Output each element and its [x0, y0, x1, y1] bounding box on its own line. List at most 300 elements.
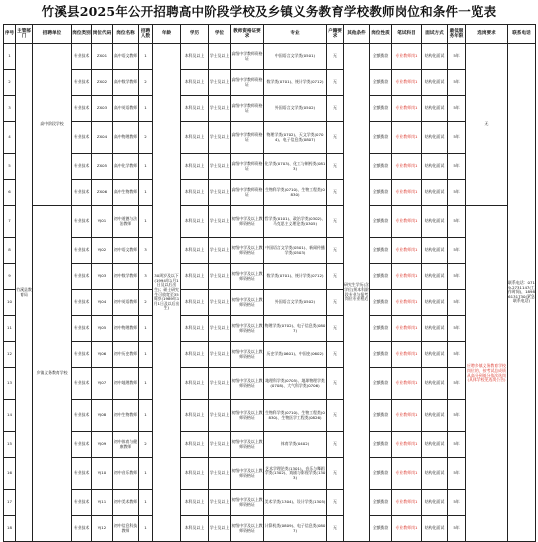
level-cell: 专业技术	[72, 206, 92, 238]
cert-cell: 高级中学教师资格证	[231, 122, 264, 154]
degree-cell: 学士及以上	[209, 458, 231, 490]
seq-cell: 9	[4, 264, 16, 290]
code-cell: YJ08	[92, 400, 113, 432]
degree-cell: 学士及以上	[209, 516, 231, 542]
degree-cell: 学士及以上	[209, 400, 231, 432]
header-edu: 学历	[181, 25, 209, 44]
hukou-cell: 无	[327, 70, 344, 96]
hukou-cell: 无	[327, 290, 344, 316]
interview-cell: 结构化面试	[422, 122, 448, 154]
major-cell: 生物科学类(0710)、生物工程类(0830)、生物医学工程类(0826)	[264, 400, 327, 432]
seq-cell: 1	[4, 44, 16, 70]
major-cell: 物理学类(0702)、天文学类(0704)、电子信息类(0807)	[264, 122, 327, 154]
post-name-cell: 初中音乐教师	[113, 458, 139, 490]
interview-cell: 结构化面试	[422, 70, 448, 96]
nature-cell: 全额拨款	[370, 70, 392, 96]
interview-cell: 结构化面试	[422, 490, 448, 516]
code-cell: YJ03	[92, 264, 113, 290]
cert-cell: 初级中学及以上教师资格证	[231, 368, 264, 400]
table-row	[4, 264, 536, 290]
unit-high-cell: 高中阶段学校	[33, 44, 72, 206]
edu-cell: 本科及以上	[181, 400, 209, 432]
table-row	[4, 516, 536, 542]
nature-cell: 全额拨款	[370, 342, 392, 368]
table-row	[4, 96, 536, 122]
seq-cell: 2	[4, 70, 16, 96]
header-other: 其他条件	[344, 25, 370, 44]
code-cell: YJ11	[92, 490, 113, 516]
degree-cell: 学士及以上	[209, 490, 231, 516]
table-row	[4, 154, 536, 180]
edu-cell: 本科及以上	[181, 122, 209, 154]
level-cell: 专业技术	[72, 264, 92, 290]
table-row	[4, 316, 536, 342]
service-cell: 5年	[448, 490, 466, 516]
post-name-cell: 初中道德与法治教师	[113, 206, 139, 238]
cert-cell: 初级中学及以上教师资格证	[231, 516, 264, 542]
num-cell: 1	[139, 516, 153, 542]
nature-cell: 全额拨款	[370, 458, 392, 490]
level-cell: 专业技术	[72, 342, 92, 368]
table-row	[4, 122, 536, 154]
table-body	[4, 44, 536, 542]
degree-cell: 学士及以上	[209, 180, 231, 206]
major-cell: 化学类(0703)、化工与制药类(0813)	[264, 154, 327, 180]
nature-cell: 全额拨款	[370, 490, 392, 516]
header-service: 最低服务年限	[448, 25, 466, 44]
level-cell: 专业技术	[72, 180, 92, 206]
level-cell: 专业技术	[72, 122, 92, 154]
code-cell: YJ12	[92, 516, 113, 542]
post-name-cell: 初中英语教师	[113, 290, 139, 316]
cert-cell: 高级中学教师资格证	[231, 180, 264, 206]
edu-cell: 本科及以上	[181, 316, 209, 342]
hukou-cell: 无	[327, 458, 344, 490]
dept-cell: 竹溪县教育局	[16, 44, 33, 542]
exam-cell: 专业教师岗1	[392, 368, 422, 400]
table-row	[4, 432, 536, 458]
level-cell: 专业技术	[72, 516, 92, 542]
edu-cell: 本科及以上	[181, 368, 209, 400]
header-cert: 教师资格证要求	[231, 25, 264, 44]
code-cell: YJ05	[92, 316, 113, 342]
post-name-cell: 初中历史教师	[113, 342, 139, 368]
header-contact: 联系电话	[508, 25, 536, 44]
edu-cell: 本科及以上	[181, 342, 209, 368]
nature-cell: 全额拨款	[370, 290, 392, 316]
exam-cell: 专业教师岗1	[392, 70, 422, 96]
cert-cell: 初级中学及以上教师资格证	[231, 316, 264, 342]
seq-cell: 15	[4, 432, 16, 458]
unit-rural-cell: 乡镇义务教育学校	[33, 206, 72, 542]
table-row	[4, 44, 536, 70]
service-cell: 5年	[448, 368, 466, 400]
code-cell: YJ04	[92, 290, 113, 316]
post-name-cell: 高中生物教师	[113, 180, 139, 206]
interview-cell: 结构化面试	[422, 44, 448, 70]
hukou-cell: 无	[327, 432, 344, 458]
level-cell: 专业技术	[72, 400, 92, 432]
seq-cell: 8	[4, 238, 16, 264]
major-cell: 外国语言文学类(0502)	[264, 290, 327, 316]
edu-cell: 本科及以上	[181, 290, 209, 316]
hukou-cell: 无	[327, 122, 344, 154]
code-cell: ZX05	[92, 154, 113, 180]
degree-cell: 学士及以上	[209, 238, 231, 264]
num-cell: 1	[139, 180, 153, 206]
exam-cell: 专业教师岗1	[392, 342, 422, 368]
edu-cell: 本科及以上	[181, 264, 209, 290]
code-cell: YJ02	[92, 238, 113, 264]
post-name-cell: 初中地理教师	[113, 368, 139, 400]
service-cell: 5年	[448, 458, 466, 490]
exam-cell: 专业教师岗1	[392, 44, 422, 70]
exam-cell: 专业教师岗1	[392, 264, 422, 290]
degree-cell: 学士及以上	[209, 44, 231, 70]
hukou-cell: 无	[327, 154, 344, 180]
nature-cell: 全额拨款	[370, 264, 392, 290]
cert-cell: 初级中学及以上教师资格证	[231, 238, 264, 264]
code-cell: YJ07	[92, 368, 113, 400]
table-row	[4, 458, 536, 490]
edu-cell: 本科及以上	[181, 206, 209, 238]
hukou-cell: 无	[327, 490, 344, 516]
contact-cell: 联系电话：0719-2731147(工作时间)，18986131730(紧急联系电话)	[508, 44, 536, 542]
code-cell: ZX04	[92, 122, 113, 154]
scope-blank-cell: 无	[466, 44, 508, 206]
table-row	[4, 368, 536, 400]
seq-cell: 11	[4, 316, 16, 342]
header-code: 岗位代码	[92, 25, 113, 44]
header-nature: 岗位性质	[370, 25, 392, 44]
level-cell: 专业技术	[72, 490, 92, 516]
nature-cell: 全额拨款	[370, 180, 392, 206]
interview-cell: 结构化面试	[422, 316, 448, 342]
header-age: 年龄	[153, 25, 181, 44]
table-row	[4, 238, 536, 264]
service-cell: 5年	[448, 290, 466, 316]
code-cell: ZX06	[92, 180, 113, 206]
hukou-cell: 无	[327, 96, 344, 122]
service-cell: 5年	[448, 96, 466, 122]
nature-cell: 全额拨款	[370, 516, 392, 542]
major-cell: 数学类(0701)、统计学类(0712)	[264, 70, 327, 96]
interview-cell: 结构化面试	[422, 96, 448, 122]
post-name-cell: 初中生物教师	[113, 400, 139, 432]
service-cell: 5年	[448, 180, 466, 206]
hukou-cell: 无	[327, 206, 344, 238]
table-row	[4, 206, 536, 238]
level-cell: 专业技术	[72, 70, 92, 96]
service-cell: 5年	[448, 70, 466, 96]
num-cell: 1	[139, 96, 153, 122]
num-cell: 1	[139, 490, 153, 516]
exam-cell: 专业教师岗1	[392, 458, 422, 490]
service-cell: 5年	[448, 154, 466, 180]
nature-cell: 全额拨款	[370, 154, 392, 180]
level-cell: 专业技术	[72, 238, 92, 264]
cert-cell: 初级中学及以上教师资格证	[231, 490, 264, 516]
edu-cell: 本科及以上	[181, 458, 209, 490]
header-dept: 主管部门	[16, 25, 33, 44]
exam-cell: 专业教师岗1	[392, 432, 422, 458]
major-cell: 地理科学类(0705)、地球物理学类(0708)、大气科学类(0706)	[264, 368, 327, 400]
seq-cell: 12	[4, 342, 16, 368]
code-cell: YJ01	[92, 206, 113, 238]
exam-cell: 专业教师岗1	[392, 180, 422, 206]
header-unit: 招聘单位	[33, 25, 72, 44]
service-cell: 5年	[448, 206, 466, 238]
num-cell: 2	[139, 122, 153, 154]
header-scope: 选岗要求	[466, 25, 508, 44]
code-cell: YJ10	[92, 458, 113, 490]
service-cell: 5年	[448, 264, 466, 290]
post-name-cell: 初中语文教师	[113, 238, 139, 264]
seq-cell: 16	[4, 458, 16, 490]
major-cell: 中国语言文学类(0501)、新闻传播学类(0503)	[264, 238, 327, 264]
code-cell: ZX02	[92, 70, 113, 96]
table-row	[4, 400, 536, 432]
major-cell: 数学类(0701)、统计学类(0712)	[264, 264, 327, 290]
level-cell: 专业技术	[72, 432, 92, 458]
post-name-cell: 初中信息科技教师	[113, 516, 139, 542]
num-cell: 1	[139, 342, 153, 368]
service-cell: 5年	[448, 316, 466, 342]
degree-cell: 学士及以上	[209, 368, 231, 400]
edu-cell: 本科及以上	[181, 490, 209, 516]
nature-cell: 全额拨款	[370, 432, 392, 458]
cert-cell: 初级中学及以上教师资格证	[231, 264, 264, 290]
major-cell: 体育学类(0402)	[264, 432, 327, 458]
cert-cell: 初级中学及以上教师资格证	[231, 290, 264, 316]
seq-cell: 17	[4, 490, 16, 516]
interview-cell: 结构化面试	[422, 368, 448, 400]
num-cell: 1	[139, 316, 153, 342]
level-cell: 专业技术	[72, 96, 92, 122]
service-cell: 5年	[448, 400, 466, 432]
code-cell: ZX03	[92, 96, 113, 122]
degree-cell: 学士及以上	[209, 206, 231, 238]
num-cell: 1	[139, 44, 153, 70]
service-cell: 5年	[448, 516, 466, 542]
table-row	[4, 70, 536, 96]
edu-cell: 本科及以上	[181, 516, 209, 542]
nature-cell: 全额拨款	[370, 316, 392, 342]
seq-cell: 5	[4, 154, 16, 180]
service-cell: 5年	[448, 238, 466, 264]
table-header-row	[4, 25, 536, 44]
seq-cell: 18	[4, 516, 16, 542]
num-cell: 3	[139, 238, 153, 264]
cert-cell: 初级中学及以上教师资格证	[231, 342, 264, 368]
table-row	[4, 290, 536, 316]
post-name-cell: 高中数学教师	[113, 70, 139, 96]
scope-cell: 应聘乡镇义务教育学校岗位的，按考试总成绩从高分到低分依次选岗(具体学校见选岗公告)	[466, 206, 508, 542]
degree-cell: 学士及以上	[209, 316, 231, 342]
edu-cell: 本科及以上	[181, 96, 209, 122]
hukou-cell: 无	[327, 316, 344, 342]
edu-cell: 本科及以上	[181, 432, 209, 458]
cert-cell: 高级中学教师资格证	[231, 96, 264, 122]
exam-cell: 专业教师岗1	[392, 206, 422, 238]
level-cell: 专业技术	[72, 316, 92, 342]
seq-cell: 4	[4, 122, 16, 154]
num-cell: 2	[139, 290, 153, 316]
post-name-cell: 高中物理教师	[113, 122, 139, 154]
nature-cell: 全额拨款	[370, 400, 392, 432]
post-name-cell: 高中语文教师	[113, 44, 139, 70]
post-name-cell: 初中物理教师	[113, 316, 139, 342]
cert-cell: 高级中学教师资格证	[231, 154, 264, 180]
header-interview: 面试方式	[422, 25, 448, 44]
hukou-cell: 无	[327, 180, 344, 206]
header-exam: 笔试科目	[392, 25, 422, 44]
age-cell: 30周岁及以下(1994年1月1日及以后出生)；硕士研究生可放宽至35周岁(1989年1月1日及以后出生)	[153, 44, 181, 542]
num-cell: 2	[139, 432, 153, 458]
interview-cell: 结构化面试	[422, 458, 448, 490]
interview-cell: 结构化面试	[422, 400, 448, 432]
hukou-cell: 无	[327, 368, 344, 400]
other-cell: 研究生学历(含学位)须本科阶段专业与报考岗位专业相近	[344, 44, 370, 542]
degree-cell: 学士及以上	[209, 122, 231, 154]
degree-cell: 学士及以上	[209, 96, 231, 122]
nature-cell: 全额拨款	[370, 44, 392, 70]
exam-cell: 专业教师岗1	[392, 400, 422, 432]
header-num: 招聘人数	[139, 25, 153, 44]
cert-cell: 初级中学及以上教师资格证	[231, 206, 264, 238]
table-row	[4, 180, 536, 206]
header-hukou: 户籍要求	[327, 25, 344, 44]
cert-cell: 初级中学及以上教师资格证	[231, 432, 264, 458]
major-cell: 历史学类(0601)、中国史(0602)	[264, 342, 327, 368]
num-cell: 1	[139, 206, 153, 238]
interview-cell: 结构化面试	[422, 206, 448, 238]
major-cell: 计算机类(0809)、电子信息类(0807)	[264, 516, 327, 542]
service-cell: 5年	[448, 44, 466, 70]
num-cell: 2	[139, 70, 153, 96]
major-cell: 外国语言文学类(0502)	[264, 96, 327, 122]
code-cell: YJ09	[92, 432, 113, 458]
nature-cell: 全额拨款	[370, 122, 392, 154]
exam-cell: 专业教师岗1	[392, 238, 422, 264]
service-cell: 5年	[448, 432, 466, 458]
cert-cell: 初级中学及以上教师资格证	[231, 400, 264, 432]
cert-cell: 高级中学教师资格证	[231, 70, 264, 96]
major-cell: 哲学类(0101)、政治学类(0302)、马克思主义理论类(0305)	[264, 206, 327, 238]
table-row	[4, 490, 536, 516]
edu-cell: 本科及以上	[181, 180, 209, 206]
nature-cell: 全额拨款	[370, 368, 392, 400]
seq-cell: 13	[4, 368, 16, 400]
major-cell: 中国语言文学类(0501)	[264, 44, 327, 70]
seq-cell: 3	[4, 96, 16, 122]
post-name-cell: 初中数学教师	[113, 264, 139, 290]
header-degree: 学位	[209, 25, 231, 44]
nature-cell: 全额拨款	[370, 238, 392, 264]
edu-cell: 本科及以上	[181, 154, 209, 180]
service-cell: 5年	[448, 342, 466, 368]
table-row	[4, 342, 536, 368]
major-cell: 美术学类(1304)、设计学类(1305)	[264, 490, 327, 516]
level-cell: 专业技术	[72, 458, 92, 490]
degree-cell: 学士及以上	[209, 290, 231, 316]
header-level: 岗位类别	[72, 25, 92, 44]
hukou-cell: 无	[327, 44, 344, 70]
post-name-cell: 初中美术教师	[113, 490, 139, 516]
level-cell: 专业技术	[72, 290, 92, 316]
level-cell: 专业技术	[72, 154, 92, 180]
hukou-cell: 无	[327, 342, 344, 368]
edu-cell: 本科及以上	[181, 70, 209, 96]
hukou-cell: 无	[327, 238, 344, 264]
num-cell: 3	[139, 264, 153, 290]
interview-cell: 结构化面试	[422, 290, 448, 316]
post-name-cell: 高中化学教师	[113, 154, 139, 180]
major-cell: 艺术学理论类(1301)、音乐与舞蹈学类(1302)、戏剧与影视学类(1303)	[264, 458, 327, 490]
degree-cell: 学士及以上	[209, 154, 231, 180]
seq-cell: 10	[4, 290, 16, 316]
interview-cell: 结构化面试	[422, 180, 448, 206]
edu-cell: 本科及以上	[181, 44, 209, 70]
degree-cell: 学士及以上	[209, 264, 231, 290]
exam-cell: 专业教师岗1	[392, 516, 422, 542]
recruitment-table	[3, 24, 536, 542]
cert-cell: 初级中学及以上教师资格证	[231, 458, 264, 490]
num-cell: 1	[139, 458, 153, 490]
nature-cell: 全额拨款	[370, 206, 392, 238]
service-cell: 5年	[448, 122, 466, 154]
exam-cell: 专业教师岗1	[392, 154, 422, 180]
header-name: 岗位名称	[113, 25, 139, 44]
interview-cell: 结构化面试	[422, 342, 448, 368]
hukou-cell: 无	[327, 516, 344, 542]
interview-cell: 结构化面试	[422, 154, 448, 180]
exam-cell: 专业教师岗1	[392, 122, 422, 154]
code-cell: YJ06	[92, 342, 113, 368]
code-cell: ZX01	[92, 44, 113, 70]
seq-cell: 6	[4, 180, 16, 206]
major-cell: 生物科学类(0710)、生物工程类(0830)	[264, 180, 327, 206]
level-cell: 专业技术	[72, 368, 92, 400]
num-cell: 1	[139, 368, 153, 400]
post-name-cell: 高中英语教师	[113, 96, 139, 122]
num-cell: 1	[139, 154, 153, 180]
post-name-cell: 初中体育与健康教师	[113, 432, 139, 458]
interview-cell: 结构化面试	[422, 516, 448, 542]
level-cell: 专业技术	[72, 44, 92, 70]
degree-cell: 学士及以上	[209, 432, 231, 458]
seq-cell: 7	[4, 206, 16, 238]
page-title: 竹溪县2025年公开招聘高中阶段学校及乡镇义务教育学校教师岗位和条件一览表	[41, 4, 497, 19]
edu-cell: 本科及以上	[181, 238, 209, 264]
header-major: 专业	[264, 25, 327, 44]
cert-cell: 高级中学教师资格证	[231, 44, 264, 70]
exam-cell: 专业教师岗1	[392, 290, 422, 316]
exam-cell: 专业教师岗1	[392, 96, 422, 122]
hukou-cell: 无	[327, 264, 344, 290]
degree-cell: 学士及以上	[209, 342, 231, 368]
seq-cell: 14	[4, 400, 16, 432]
nature-cell: 全额拨款	[370, 96, 392, 122]
degree-cell: 学士及以上	[209, 70, 231, 96]
interview-cell: 结构化面试	[422, 238, 448, 264]
interview-cell: 结构化面试	[422, 264, 448, 290]
exam-cell: 专业教师岗1	[392, 316, 422, 342]
hukou-cell: 无	[327, 400, 344, 432]
exam-cell: 专业教师岗1	[392, 490, 422, 516]
num-cell: 1	[139, 400, 153, 432]
major-cell: 物理学类(0702)、电子信息类(0807)	[264, 316, 327, 342]
